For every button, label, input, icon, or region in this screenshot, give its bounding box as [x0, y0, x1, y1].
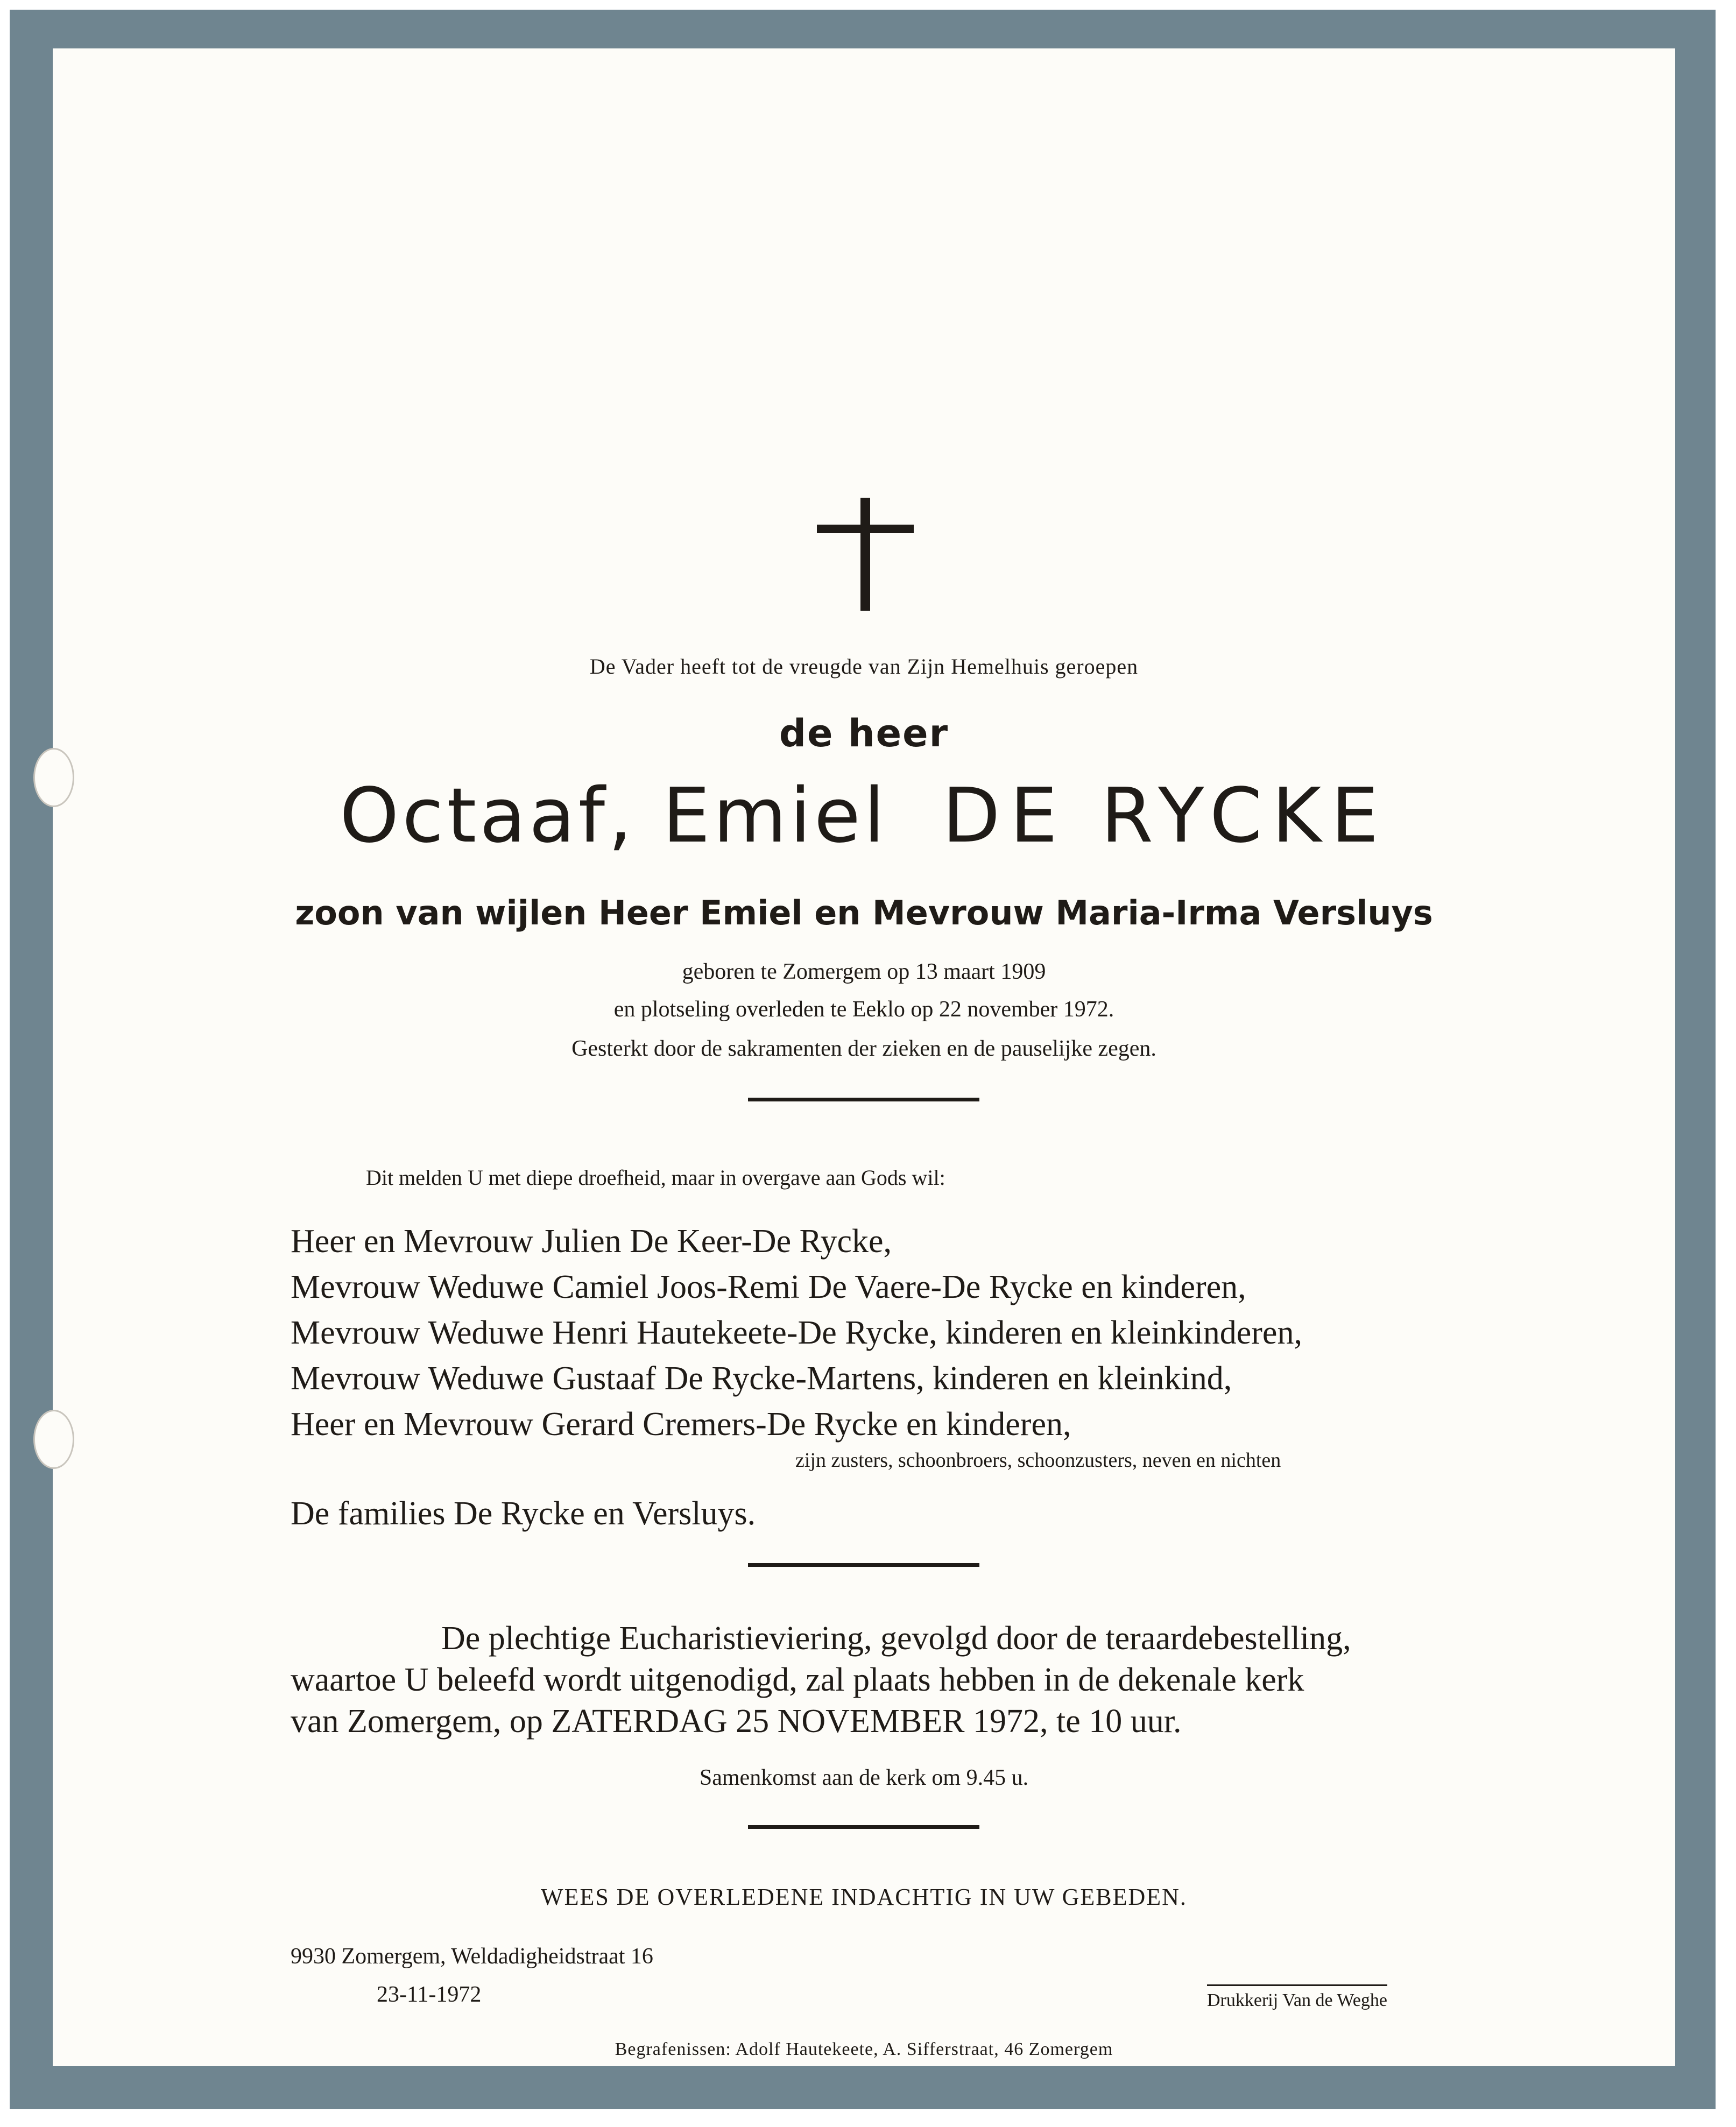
service-line: De plechtige Eucharistieviering, gevolgd door de teraardebestelling, — [441, 1620, 1351, 1657]
date-text: 23-11-1972 — [377, 1982, 482, 2007]
first-names: Octaaf, Emiel — [340, 772, 888, 860]
death-text: en plotseling overleden te Eeklo op 22 november 1972. — [613, 997, 1114, 1022]
relations-text: zijn zusters, schoonbroers, schoonzusters, neven en nichten — [795, 1449, 1281, 1472]
gathering-text: Samenkomst aan de kerk om 9.45 u. — [699, 1765, 1029, 1790]
name-gap — [888, 772, 942, 860]
birth-text: geboren te Zomergem op 13 maart 1909 — [682, 959, 1046, 984]
address-text: 9930 Zomergem, Weldadigheidstraat 16 — [291, 1944, 653, 1969]
intro-text: De Vader heeft tot de vreugde van Zijn Hemelhuis geroepen — [589, 654, 1139, 679]
sacraments-text: Gesterkt door de sakramenten der zieken en de pauselijke zegen. — [571, 1036, 1156, 1061]
divider — [748, 1825, 979, 1829]
funeral-home-text: Begrafenissen: Adolf Hautekeete, A. Sifferstraat, 46 Zomergem — [615, 2039, 1113, 2059]
list-item: Mevrouw Weduwe Camiel Joos-Remi De Vaere-De Rycke en kinderen, — [291, 1269, 1246, 1305]
list-item: Heer en Mevrouw Julien De Keer-De Rycke, — [291, 1223, 892, 1260]
deceased-name — [53, 772, 1675, 860]
families-text: De families De Rycke en Versluys. — [291, 1495, 756, 1532]
announce-text: Dit melden U met diepe droefheid, maar in overgave aan Gods wil: — [366, 1165, 945, 1190]
title-line: de heer — [779, 711, 949, 755]
list-item: Mevrouw Weduwe Henri Hautekeete-De Rycke, kinderen en kleinkinderen, — [291, 1315, 1302, 1351]
divider — [748, 1563, 979, 1567]
punch-hole — [33, 1410, 74, 1469]
list-item: Mevrouw Weduwe Gustaaf De Rycke-Martens, kinderen en kleinkind, — [291, 1360, 1232, 1397]
surname: DE RYCKE — [942, 772, 1388, 860]
printer-credit: Drukkerij Van de Weghe — [1207, 1984, 1387, 2011]
divider — [748, 1098, 979, 1101]
mourning-card — [53, 48, 1675, 2066]
service-line: van Zomergem, op ZATERDAG 25 NOVEMBER 1972, te 10 uur. — [291, 1703, 1182, 1740]
mourner-list — [291, 1219, 1302, 1447]
prayer-text: WEES DE OVERLEDENE INDACHTIG IN UW GEBEDEN. — [541, 1884, 1187, 1910]
service-line: waartoe U beleefd wordt uitgenodigd, zal plaats hebben in de dekenale kerk — [291, 1662, 1304, 1698]
list-item: Heer en Mevrouw Gerard Cremers-De Rycke en kinderen, — [291, 1406, 1071, 1443]
cross-icon — [817, 498, 914, 611]
parents-text: zoon van wijlen Heer Emiel en Mevrouw Maria-Irma Versluys — [295, 893, 1433, 932]
